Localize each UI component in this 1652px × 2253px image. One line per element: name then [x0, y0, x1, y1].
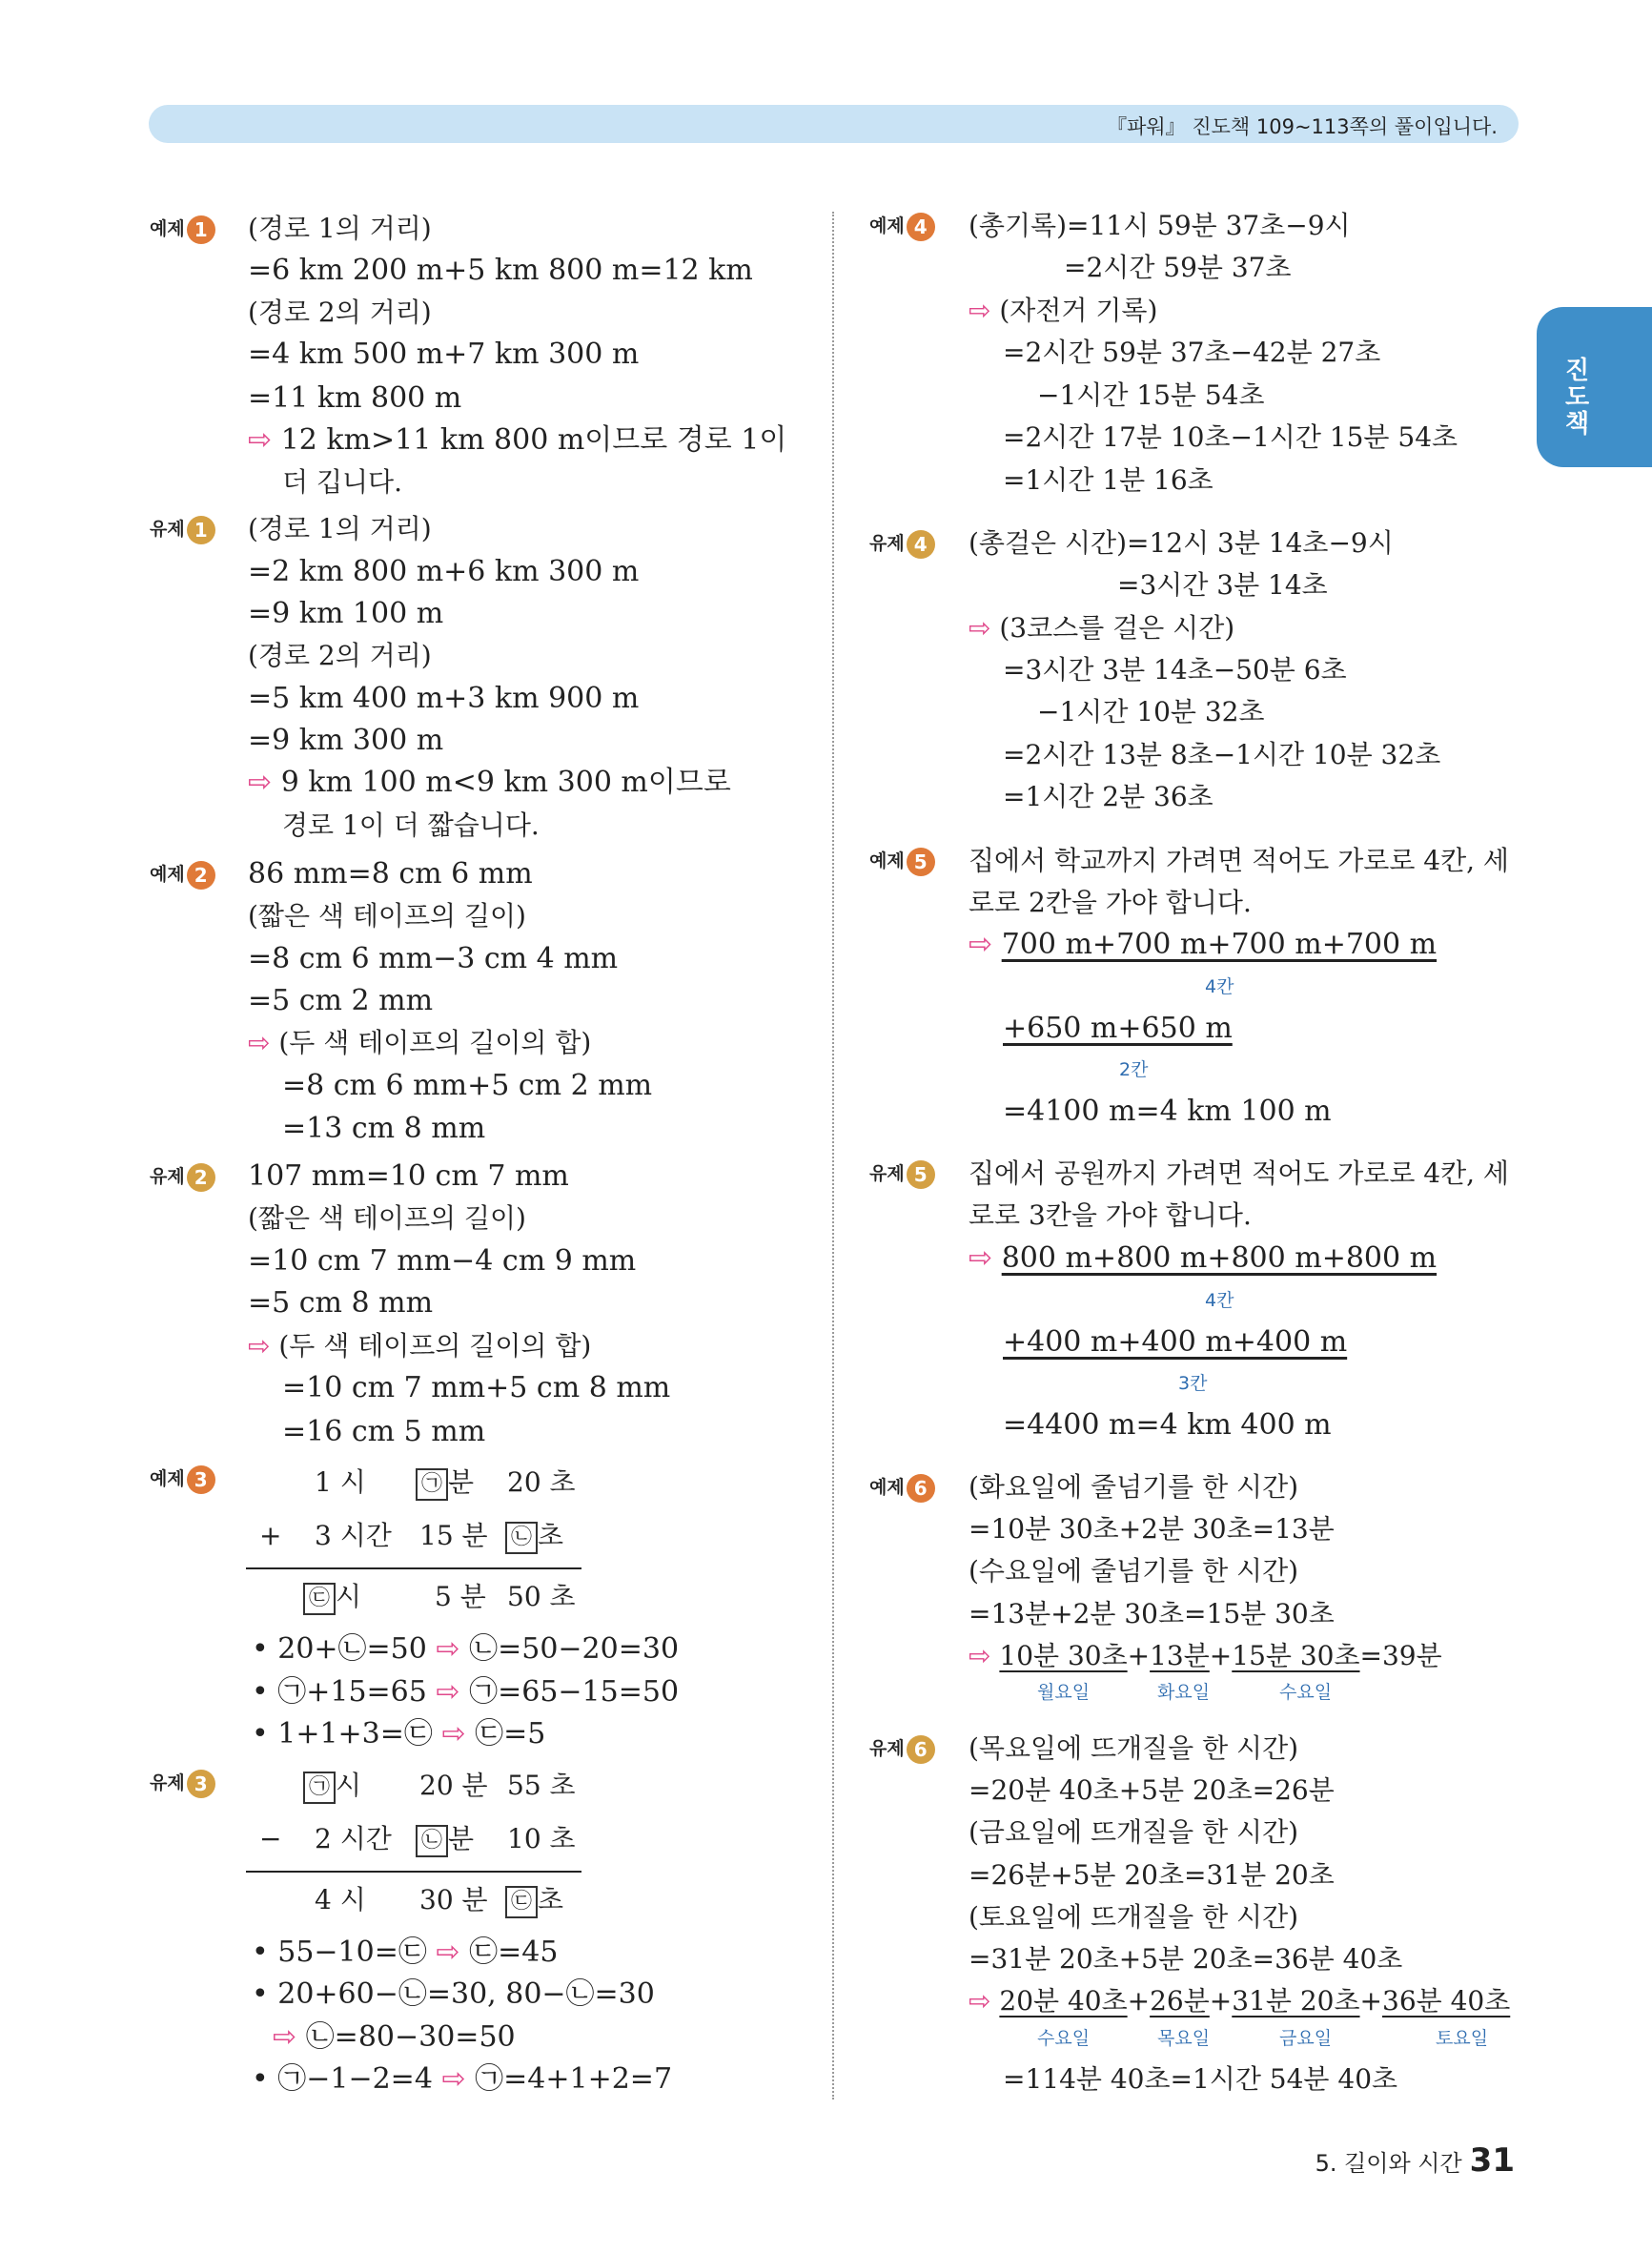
- exercise-5-label: [869, 1159, 935, 1189]
- underlined-term: 31분 20초: [1232, 1985, 1360, 2017]
- text-line: (경로 2의 거리): [248, 297, 432, 328]
- example-5-label: [869, 847, 935, 876]
- text-line: −1시간 15분 54초: [1037, 379, 1265, 411]
- text-line: =8 cm 6 mm+5 cm 2 mm: [282, 1069, 653, 1102]
- text-line: =13분+2분 30초=15분 30초: [969, 1598, 1335, 1629]
- example-6-label: [869, 1473, 935, 1503]
- blank-box: ㉢: [303, 1583, 336, 1615]
- text-line: =31분 20초+5분 20초=36분 40초: [969, 1943, 1403, 1975]
- text-line: (짧은 색 테이프의 길이): [248, 1202, 526, 1234]
- label-text: 유제: [869, 1738, 905, 1759]
- arrow-icon: ⇨: [436, 1632, 460, 1666]
- arrow-icon: ⇨: [969, 1241, 993, 1275]
- chapter-title: 5. 길이와 시간: [1315, 2150, 1462, 2177]
- blank-cell: [303, 1769, 361, 1804]
- blank-cell: [416, 1465, 474, 1501]
- text: • 55−10=㉢: [252, 1936, 427, 1969]
- arrow-icon: ⇨: [969, 1640, 991, 1671]
- time-value: 4 시: [315, 1884, 366, 1915]
- conclusion-line: [969, 294, 1157, 328]
- text: (자전거 기록): [999, 295, 1158, 326]
- arrow-icon: ⇨: [436, 1675, 460, 1709]
- time-value: 20 분: [419, 1770, 488, 1801]
- day-caption: 수요일: [1279, 1682, 1333, 1703]
- text-line: =2시간 59분 37초: [1064, 252, 1292, 283]
- header-banner: [149, 105, 1519, 143]
- bullet-line: • 20+60−㉡=30, 80−㉡=30: [252, 1977, 655, 2011]
- side-tab: [1537, 307, 1652, 467]
- arrow-icon: ⇨: [969, 612, 991, 644]
- text-line: =2 km 800 m+6 km 300 m: [248, 555, 640, 588]
- banner-text: 『파워』 진도책 109~113쪽의 풀이입니다.: [1107, 115, 1498, 138]
- label-number: 3: [187, 1465, 215, 1494]
- text-line: (수요일에 줄넘기를 한 시간): [969, 1555, 1299, 1587]
- text-line: =8 cm 6 mm−3 cm 4 mm: [248, 942, 619, 975]
- text-line: 집에서 공원까지 가려면 적어도 가로로 4칸, 세: [969, 1157, 1509, 1189]
- brace-caption: 2칸: [1119, 1059, 1149, 1080]
- text-line: =1시간 2분 36초: [1003, 781, 1214, 812]
- blank-box: ㉠: [416, 1468, 448, 1501]
- label-text: 유제: [869, 1163, 905, 1184]
- underlined-term: 36분 40초: [1382, 1985, 1511, 2017]
- text: ㉠=65−15=50: [469, 1675, 680, 1709]
- label-text: 예제: [869, 215, 905, 236]
- example-1-label: [150, 215, 215, 244]
- column-divider: [832, 212, 834, 2099]
- text-line: 집에서 학교까지 가려면 적어도 가로로 4칸, 세: [969, 845, 1509, 876]
- text-line: 경로 1이 더 짧습니다.: [282, 809, 540, 841]
- text-line: =10 cm 7 mm+5 cm 8 mm: [282, 1371, 671, 1404]
- text: (두 색 테이프의 길이의 합): [278, 1330, 592, 1362]
- unit: 시: [336, 1581, 362, 1612]
- conclusion-line: [969, 611, 1234, 645]
- time-value: 15 분: [419, 1520, 488, 1551]
- operator: +: [259, 1520, 282, 1551]
- exercise-6-label: [869, 1734, 935, 1764]
- text-line: 107 mm=10 cm 7 mm: [248, 1159, 569, 1193]
- exercise-4-label: [869, 529, 935, 559]
- text-line: 86 mm=8 cm 6 mm: [248, 857, 533, 891]
- conclusion-line: [248, 766, 731, 800]
- text-line: =20분 40초+5분 20초=26분: [969, 1774, 1335, 1806]
- label-text: 유제: [150, 1166, 185, 1187]
- text-line: 더 깁니다.: [282, 466, 402, 498]
- text-line: =5 cm 2 mm: [248, 984, 434, 1017]
- text: ㉠=4+1+2=7: [475, 2062, 673, 2096]
- time-value: 55 초: [507, 1770, 576, 1801]
- blank-cell: [416, 1822, 474, 1857]
- underlined-term: 13분: [1150, 1640, 1210, 1671]
- underlined-term: 10분 30초: [999, 1640, 1128, 1671]
- brace-caption: 4칸: [1205, 1290, 1234, 1311]
- blank-box: ㉡: [416, 1825, 448, 1857]
- arrow-icon: ⇨: [969, 295, 991, 326]
- label-number: 5: [907, 848, 935, 876]
- label-number: 4: [907, 530, 935, 559]
- label-text: 예제: [869, 1477, 905, 1498]
- label-number: 4: [907, 213, 935, 241]
- text: ㉡=50−20=30: [469, 1632, 680, 1666]
- bullet-line: [252, 1936, 558, 1970]
- blank-cell: [505, 1883, 563, 1918]
- underlined-term: 800 m+800 m+800 m+800 m: [1001, 1241, 1438, 1275]
- time-value: 50 초: [507, 1581, 576, 1612]
- text: 9 km 100 m<9 km 300 m이므로: [280, 766, 731, 799]
- operator: +: [1209, 1640, 1233, 1671]
- day-caption: 화요일: [1157, 1682, 1211, 1703]
- text-line: (화요일에 줄넘기를 한 시간): [969, 1471, 1299, 1503]
- day-caption: 월요일: [1037, 1682, 1091, 1703]
- conclusion-line: [248, 423, 786, 458]
- example-3-label: [150, 1464, 215, 1494]
- result-line: =4100 m=4 km 100 m: [1003, 1095, 1332, 1128]
- underlined-term: +400 m+400 m+400 m: [1003, 1325, 1348, 1359]
- text-line: =11 km 800 m: [248, 381, 462, 415]
- page-number: 31: [1469, 2141, 1515, 2180]
- text-line: =9 km 300 m: [248, 724, 444, 757]
- sum-line: [969, 1984, 1510, 2018]
- operator: +: [1127, 1640, 1151, 1671]
- example-2-label: [150, 860, 215, 890]
- operator: +: [1209, 1985, 1233, 2017]
- label-text: 유제: [150, 1772, 185, 1793]
- unit: 초: [538, 1884, 564, 1915]
- arrow-icon: ⇨: [248, 1027, 271, 1058]
- label-number: 5: [907, 1160, 935, 1189]
- sum-line: [969, 1639, 1442, 1673]
- text: 12 km>11 km 800 m이므로 경로 1이: [280, 423, 787, 457]
- text-line: =26분+5분 20초=31분 20초: [969, 1859, 1335, 1891]
- arrow-icon: ⇨: [441, 2062, 466, 2096]
- sum-line: [969, 1241, 1437, 1276]
- underlined-term: +650 m+650 m: [1003, 1012, 1233, 1045]
- text-line: =10분 30초+2분 30초=13분: [969, 1513, 1335, 1545]
- text-line: =16 cm 5 mm: [282, 1415, 486, 1448]
- bullet-line: [252, 2062, 672, 2097]
- blank-box: ㉢: [505, 1886, 538, 1918]
- brace-caption: 3칸: [1178, 1373, 1208, 1394]
- arrow-icon: ⇨: [273, 2020, 297, 2054]
- blank-box: ㉡: [505, 1522, 538, 1554]
- text: ㉢=45: [469, 1936, 559, 1969]
- exercise-1-label: [150, 515, 215, 544]
- underlined-term: 20분 40초: [999, 1985, 1128, 2017]
- text: ㉡=80−30=50: [305, 2020, 516, 2054]
- arrow-icon: ⇨: [248, 1330, 271, 1362]
- day-caption: 수요일: [1037, 2028, 1091, 2049]
- text-line: =4 km 500 m+7 km 300 m: [248, 338, 640, 371]
- time-value: 30 분: [419, 1884, 488, 1915]
- text: • 20+㉡=50: [252, 1632, 427, 1666]
- text-line: =3시간 3분 14초−50분 6초: [1003, 654, 1347, 686]
- time-value: 5 분: [435, 1581, 486, 1612]
- label-number: 1: [187, 516, 215, 544]
- bullet-line: [252, 1675, 679, 1710]
- label-text: 예제: [150, 218, 185, 239]
- label-number: 3: [187, 1770, 215, 1798]
- underlined-term: 700 m+700 m+700 m+700 m: [1001, 928, 1438, 961]
- label-text: 유제: [869, 533, 905, 554]
- text-line: (총기록)=11시 59분 37초−9시: [969, 210, 1351, 241]
- text-line: =13 cm 8 mm: [282, 1112, 486, 1145]
- unit: 초: [538, 1520, 564, 1551]
- text: • 1+1+3=㉢: [252, 1717, 433, 1751]
- difference-line: [246, 1871, 581, 1873]
- text-line: (목요일에 뜨개질을 한 시간): [969, 1732, 1299, 1764]
- text-line: =3시간 3분 14초: [1117, 569, 1328, 601]
- brace-caption: 4칸: [1205, 976, 1234, 997]
- text-line: =1시간 1분 16초: [1003, 464, 1214, 496]
- arrow-icon: ⇨: [248, 766, 273, 799]
- text-line: (경로 1의 거리): [248, 513, 432, 544]
- arrow-icon: ⇨: [969, 928, 993, 961]
- underlined-term: 26분: [1150, 1985, 1210, 2017]
- text-line: =10 cm 7 mm−4 cm 9 mm: [248, 1244, 637, 1278]
- label-number: 2: [187, 1163, 215, 1192]
- text: (3코스를 걸은 시간): [999, 612, 1235, 644]
- time-value: 3 시간: [315, 1520, 392, 1551]
- exercise-3-label: [150, 1769, 215, 1798]
- time-value: 20 초: [507, 1466, 576, 1498]
- bullet-line: [252, 1717, 545, 1751]
- day-caption: 금요일: [1279, 2028, 1333, 2049]
- conclusion-line: [248, 1026, 591, 1060]
- time-value: 1 시: [315, 1466, 366, 1498]
- text-line: (짧은 색 테이프의 길이): [248, 900, 526, 932]
- result: =39분: [1359, 1640, 1442, 1671]
- sum-line: [969, 928, 1437, 962]
- text-line: =5 km 400 m+3 km 900 m: [248, 682, 640, 715]
- text: (두 색 테이프의 길이의 합): [278, 1027, 592, 1058]
- operator: −: [259, 1823, 282, 1854]
- text-line: 로로 3칸을 가야 합니다.: [969, 1199, 1252, 1231]
- label-text: 예제: [869, 850, 905, 871]
- time-value: 2 시간: [315, 1823, 392, 1854]
- arrow-icon: ⇨: [436, 1936, 460, 1969]
- text: • ㉠+15=65: [252, 1675, 427, 1709]
- arrow-icon: ⇨: [969, 1985, 991, 2017]
- label-number: 6: [907, 1735, 935, 1764]
- sum-line: [246, 1567, 581, 1569]
- text-line: 로로 2칸을 가야 합니다.: [969, 887, 1252, 918]
- day-caption: 목요일: [1157, 2028, 1211, 2049]
- arrow-icon: ⇨: [441, 1717, 466, 1751]
- text-line: (총걸은 시간)=12시 3분 14초−9시: [969, 527, 1394, 559]
- text: • ㉠−1−2=4: [252, 2062, 433, 2096]
- label-number: 2: [187, 861, 215, 890]
- page-footer: [1315, 2141, 1515, 2180]
- sum-line: [1003, 1325, 1347, 1360]
- text-line: (경로 2의 거리): [248, 640, 432, 671]
- text-line: (토요일에 뜨개질을 한 시간): [969, 1901, 1299, 1933]
- unit: 시: [336, 1770, 362, 1801]
- result-line: =114분 40초=1시간 54분 40초: [1003, 2063, 1398, 2095]
- day-caption: 토요일: [1436, 2028, 1489, 2049]
- text: ㉢=5: [475, 1717, 546, 1751]
- text-line: =6 km 200 m+5 km 800 m=12 km: [248, 254, 753, 287]
- operator: +: [1359, 1985, 1382, 2017]
- label-number: 6: [907, 1474, 935, 1503]
- bullet-line: [273, 2020, 516, 2055]
- blank-cell: [505, 1519, 563, 1554]
- time-value: 10 초: [507, 1823, 576, 1854]
- label-text: 예제: [150, 864, 185, 885]
- unit: 분: [448, 1466, 475, 1498]
- text-line: −1시간 10분 32초: [1037, 696, 1265, 727]
- label-number: 1: [187, 215, 215, 244]
- text-line: (경로 1의 거리): [248, 213, 432, 244]
- result-line: =4400 m=4 km 400 m: [1003, 1408, 1332, 1442]
- unit: 분: [448, 1823, 475, 1854]
- text-line: (금요일에 뜨개질을 한 시간): [969, 1816, 1299, 1848]
- operator: +: [1127, 1985, 1151, 2017]
- underlined-term: 15분 30초: [1232, 1640, 1360, 1671]
- text-line: =2시간 17분 10초−1시간 15분 54초: [1003, 421, 1458, 453]
- blank-box: ㉠: [303, 1772, 336, 1804]
- sum-line: [1003, 1012, 1233, 1046]
- blank-cell: [303, 1580, 361, 1615]
- label-text: 예제: [150, 1468, 185, 1489]
- conclusion-line: [248, 1329, 591, 1363]
- text-line: =2시간 59분 37초−42분 27초: [1003, 337, 1381, 368]
- bullet-line: [252, 1632, 679, 1667]
- text-line: =2시간 13분 8초−1시간 10분 32초: [1003, 739, 1441, 770]
- example-4-label: [869, 212, 935, 241]
- text-line: =9 km 100 m: [248, 597, 444, 630]
- side-tab-label: 진도책: [1560, 357, 1589, 437]
- text-line: =5 cm 8 mm: [248, 1286, 434, 1320]
- exercise-2-label: [150, 1162, 215, 1192]
- label-text: 유제: [150, 519, 185, 540]
- arrow-icon: ⇨: [248, 423, 273, 457]
